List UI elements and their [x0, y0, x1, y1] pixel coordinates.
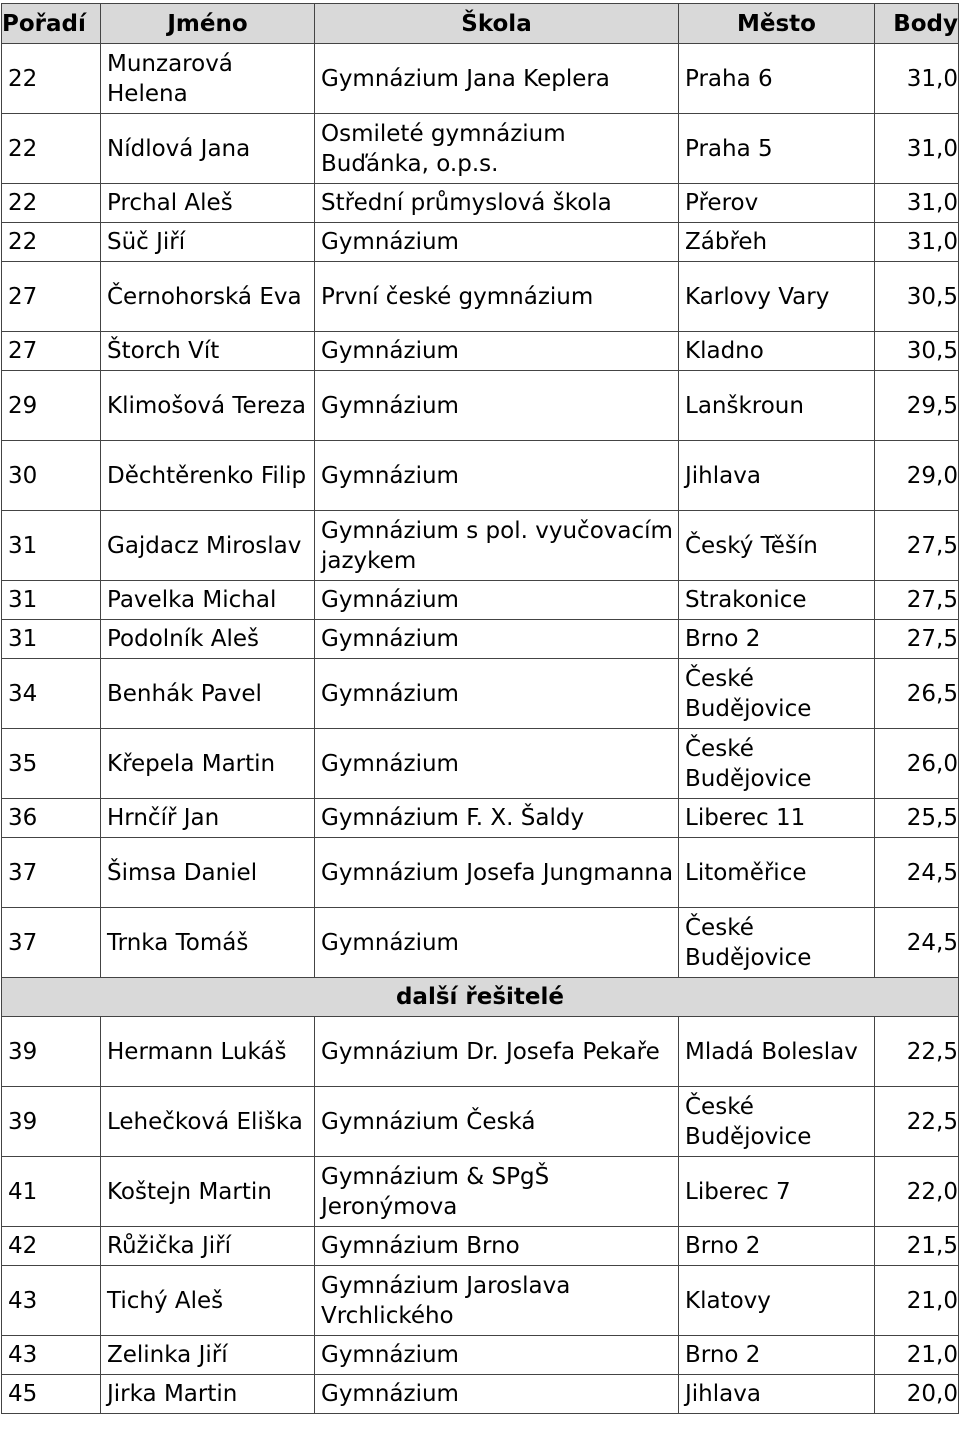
cell-school: Gymnázium: [315, 371, 679, 441]
cell-school: Gymnázium: [315, 729, 679, 799]
cell-name: Gajdacz Miroslav: [101, 511, 315, 581]
header-school: Škola: [315, 4, 679, 44]
cell-city: Brno 2: [679, 1336, 875, 1375]
table-row: [2, 1017, 959, 1087]
cell-rank: 30: [2, 441, 101, 511]
cell-points: 24,5: [875, 838, 959, 908]
cell-points: 25,5: [875, 799, 959, 838]
cell-name: Podolník Aleš: [101, 620, 315, 659]
cell-rank: 22: [2, 114, 101, 184]
header-row: [2, 4, 959, 44]
cell-school: Gymnázium: [315, 223, 679, 262]
cell-city: Praha 5: [679, 114, 875, 184]
cell-city: Praha 6: [679, 44, 875, 114]
table-row: [2, 1266, 959, 1336]
cell-name: Růžička Jiří: [101, 1227, 315, 1266]
cell-school: Gymnázium Josefa Jungmanna: [315, 838, 679, 908]
cell-school: Gymnázium Brno: [315, 1227, 679, 1266]
cell-name: Benhák Pavel: [101, 659, 315, 729]
cell-points: 20,0: [875, 1375, 959, 1414]
cell-school: Gymnázium: [315, 659, 679, 729]
cell-name: Klimošová Tereza: [101, 371, 315, 441]
cell-city: České Budějovice: [679, 908, 875, 978]
cell-school: Gymnázium: [315, 620, 679, 659]
cell-city: České Budějovice: [679, 729, 875, 799]
header-city: Město: [679, 4, 875, 44]
table-row: [2, 511, 959, 581]
cell-points: 21,0: [875, 1266, 959, 1336]
cell-rank: 35: [2, 729, 101, 799]
cell-rank: 42: [2, 1227, 101, 1266]
table-row: [2, 1087, 959, 1157]
cell-school: Gymnázium F. X. Šaldy: [315, 799, 679, 838]
header-points: Body: [875, 4, 959, 44]
cell-rank: 29: [2, 371, 101, 441]
cell-name: Štorch Vít: [101, 332, 315, 371]
table-row: [2, 441, 959, 511]
cell-points: 31,0: [875, 184, 959, 223]
cell-city: České Budějovice: [679, 659, 875, 729]
table-row: [2, 1227, 959, 1266]
cell-rank: 36: [2, 799, 101, 838]
cell-rank: 37: [2, 908, 101, 978]
table-row: [2, 262, 959, 332]
cell-school: První české gymnázium: [315, 262, 679, 332]
cell-points: 31,0: [875, 223, 959, 262]
cell-rank: 39: [2, 1017, 101, 1087]
cell-school: Gymnázium Jaroslava Vrchlického: [315, 1266, 679, 1336]
cell-rank: 22: [2, 184, 101, 223]
cell-city: Český Těšín: [679, 511, 875, 581]
table-row: [2, 620, 959, 659]
cell-name: Zelinka Jiří: [101, 1336, 315, 1375]
cell-city: Litoměřice: [679, 838, 875, 908]
cell-rank: 41: [2, 1157, 101, 1227]
table-row: [2, 1336, 959, 1375]
cell-city: České Budějovice: [679, 1087, 875, 1157]
cell-points: 27,5: [875, 511, 959, 581]
table-row: [2, 799, 959, 838]
cell-city: Jihlava: [679, 1375, 875, 1414]
table-row: [2, 371, 959, 441]
cell-rank: 31: [2, 511, 101, 581]
cell-points: 21,0: [875, 1336, 959, 1375]
table-row: [2, 44, 959, 114]
table-row: [2, 1375, 959, 1414]
cell-city: Liberec 11: [679, 799, 875, 838]
cell-name: Trnka Tomáš: [101, 908, 315, 978]
cell-school: Gymnázium: [315, 908, 679, 978]
cell-points: 30,5: [875, 262, 959, 332]
cell-name: Šimsa Daniel: [101, 838, 315, 908]
cell-city: Klatovy: [679, 1266, 875, 1336]
table-row: [2, 908, 959, 978]
cell-rank: 22: [2, 44, 101, 114]
cell-rank: 31: [2, 620, 101, 659]
cell-rank: 27: [2, 332, 101, 371]
cell-city: Brno 2: [679, 620, 875, 659]
cell-points: 22,5: [875, 1017, 959, 1087]
cell-rank: 43: [2, 1266, 101, 1336]
cell-points: 24,5: [875, 908, 959, 978]
table-row: [2, 184, 959, 223]
cell-rank: 39: [2, 1087, 101, 1157]
cell-city: Přerov: [679, 184, 875, 223]
cell-points: 22,5: [875, 1087, 959, 1157]
cell-rank: 37: [2, 838, 101, 908]
cell-name: Munzarová Helena: [101, 44, 315, 114]
cell-city: Mladá Boleslav: [679, 1017, 875, 1087]
header-rank: Pořadí: [2, 4, 101, 44]
separator-row: [2, 978, 959, 1017]
cell-points: 31,0: [875, 44, 959, 114]
separator-label: další řešitelé: [2, 978, 959, 1017]
cell-school: Gymnázium Česká: [315, 1087, 679, 1157]
table-row: [2, 729, 959, 799]
table-row: [2, 332, 959, 371]
table-row: [2, 223, 959, 262]
cell-points: 29,0: [875, 441, 959, 511]
header-name: Jméno: [101, 4, 315, 44]
table-row: [2, 838, 959, 908]
cell-name: Děchtěrenko Filip: [101, 441, 315, 511]
cell-name: Křepela Martin: [101, 729, 315, 799]
cell-points: 27,5: [875, 581, 959, 620]
cell-school: Gymnázium Dr. Josefa Pekaře: [315, 1017, 679, 1087]
cell-name: Süč Jiří: [101, 223, 315, 262]
cell-points: 31,0: [875, 114, 959, 184]
table-row: [2, 581, 959, 620]
cell-points: 26,5: [875, 659, 959, 729]
cell-points: 27,5: [875, 620, 959, 659]
cell-school: Gymnázium Jana Keplera: [315, 44, 679, 114]
cell-school: Gymnázium & SPgŠ Jeronýmova: [315, 1157, 679, 1227]
cell-name: Hermann Lukáš: [101, 1017, 315, 1087]
cell-school: Gymnázium: [315, 1336, 679, 1375]
cell-name: Koštejn Martin: [101, 1157, 315, 1227]
cell-city: Lanškroun: [679, 371, 875, 441]
cell-school: Střední průmyslová škola: [315, 184, 679, 223]
cell-name: Tichý Aleš: [101, 1266, 315, 1336]
cell-rank: 45: [2, 1375, 101, 1414]
cell-city: Zábřeh: [679, 223, 875, 262]
cell-school: Gymnázium: [315, 441, 679, 511]
cell-school: Gymnázium: [315, 581, 679, 620]
cell-school: Gymnázium: [315, 332, 679, 371]
cell-city: Kladno: [679, 332, 875, 371]
cell-school: Gymnázium s pol. vyučovacím jazykem: [315, 511, 679, 581]
cell-name: Nídlová Jana: [101, 114, 315, 184]
cell-rank: 43: [2, 1336, 101, 1375]
cell-city: Liberec 7: [679, 1157, 875, 1227]
table-row: [2, 1157, 959, 1227]
table-row: [2, 659, 959, 729]
cell-points: 22,0: [875, 1157, 959, 1227]
cell-rank: 34: [2, 659, 101, 729]
cell-points: 21,5: [875, 1227, 959, 1266]
cell-city: Strakonice: [679, 581, 875, 620]
cell-rank: 22: [2, 223, 101, 262]
cell-points: 26,0: [875, 729, 959, 799]
cell-school: Gymnázium: [315, 1375, 679, 1414]
cell-city: Brno 2: [679, 1227, 875, 1266]
cell-rank: 31: [2, 581, 101, 620]
cell-name: Jirka Martin: [101, 1375, 315, 1414]
results-table: [1, 3, 959, 1414]
cell-name: Pavelka Michal: [101, 581, 315, 620]
cell-school: Osmileté gymnázium Buďánka, o.p.s.: [315, 114, 679, 184]
cell-name: Prchal Aleš: [101, 184, 315, 223]
cell-name: Hrnčíř Jan: [101, 799, 315, 838]
cell-points: 29,5: [875, 371, 959, 441]
table-row: [2, 114, 959, 184]
cell-name: Lehečková Eliška: [101, 1087, 315, 1157]
cell-rank: 27: [2, 262, 101, 332]
cell-city: Jihlava: [679, 441, 875, 511]
cell-name: Černohorská Eva: [101, 262, 315, 332]
cell-city: Karlovy Vary: [679, 262, 875, 332]
cell-points: 30,5: [875, 332, 959, 371]
